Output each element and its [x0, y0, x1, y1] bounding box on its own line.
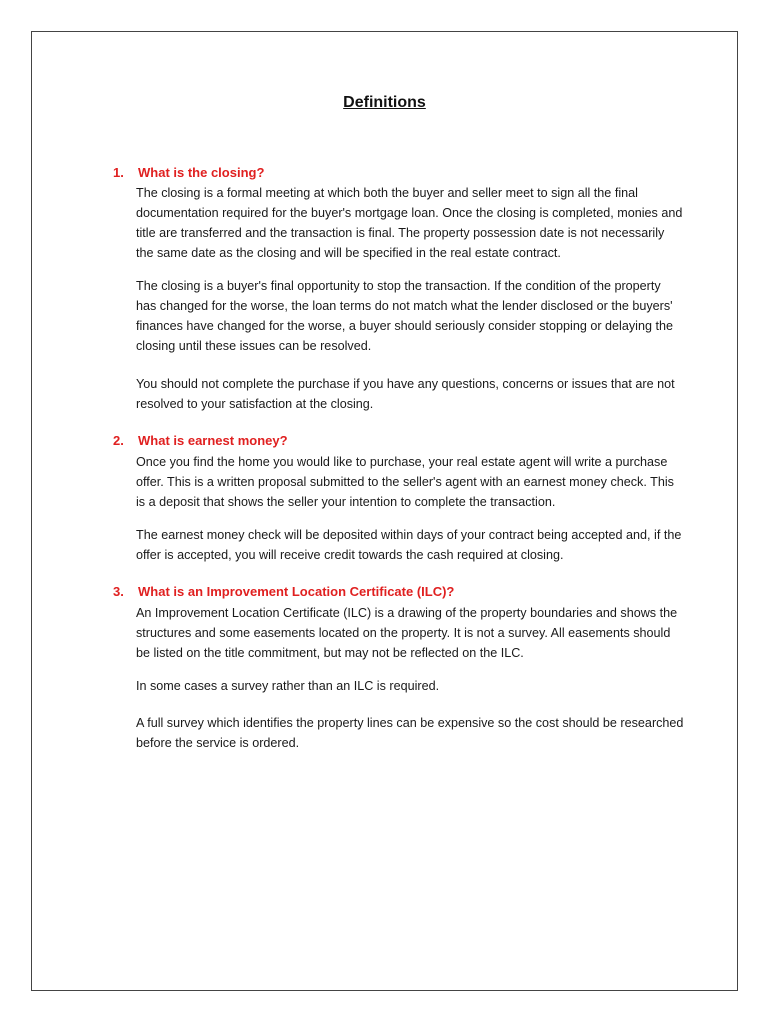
section-3-paragraph-3: A full survey which identifies the property lines can be expensive so the cost should be researched before the service is ordered. [136, 716, 684, 750]
section-3-paragraph-2: In some cases a survey rather than an ILC is required. [136, 679, 440, 693]
section-3-heading [113, 584, 454, 599]
section-1-number: 1. [113, 165, 124, 180]
section-1-heading [113, 165, 264, 180]
section-2-title: What is earnest money? [138, 433, 288, 448]
document-title: Definitions [343, 94, 426, 111]
section-2-heading [113, 433, 288, 448]
section-3-number: 3. [113, 584, 124, 599]
section-2-paragraph-2: The earnest money check will be deposited within days of your contract being accepted and, if the offer is accepted, you will receive credit towards the cash required at closing. [136, 528, 682, 562]
section-1-title: What is the closing? [138, 165, 265, 180]
section-1-paragraph-2: The closing is a buyer's final opportunity to stop the transaction. If the condition of the property has changed for the worse, the loan terms do not match what the lender disclosed or the buyers' finances have changed for the worse, a buyer should seriously consider stopping or delaying the closing until these issues can be resolved. [136, 279, 673, 353]
document-page [31, 31, 738, 991]
section-3-paragraph-1: An Improvement Location Certificate (ILC) is a drawing of the property boundaries and shows the structures and some easements located on the property. It is not a survey. All easements should be listed on the title commitment, but may not be reflected on the ILC. [136, 606, 678, 660]
section-1-paragraph-3: You should not complete the purchase if you have any questions, concerns or issues that are not resolved to your satisfaction at the closing. [136, 377, 675, 411]
section-1-paragraph-1: The closing is a formal meeting at which both the buyer and seller meet to sign all the final documentation required for the buyer's mortgage loan. Once the closing is completed, monies and title are transferred and the transaction is final. The property possession date is not necessarily the same date as the closing and will be specified in the real estate contract. [136, 186, 683, 260]
section-2-number: 2. [113, 433, 124, 448]
section-2-paragraph-1: Once you find the home you would like to purchase, your real estate agent will write a purchase offer. This is a written proposal submitted to the seller's agent with an earnest money check. This is a deposit that shows the seller your intention to complete the transaction. [136, 455, 674, 509]
section-3-title: What is an Improvement Location Certificate (ILC)? [138, 584, 455, 599]
